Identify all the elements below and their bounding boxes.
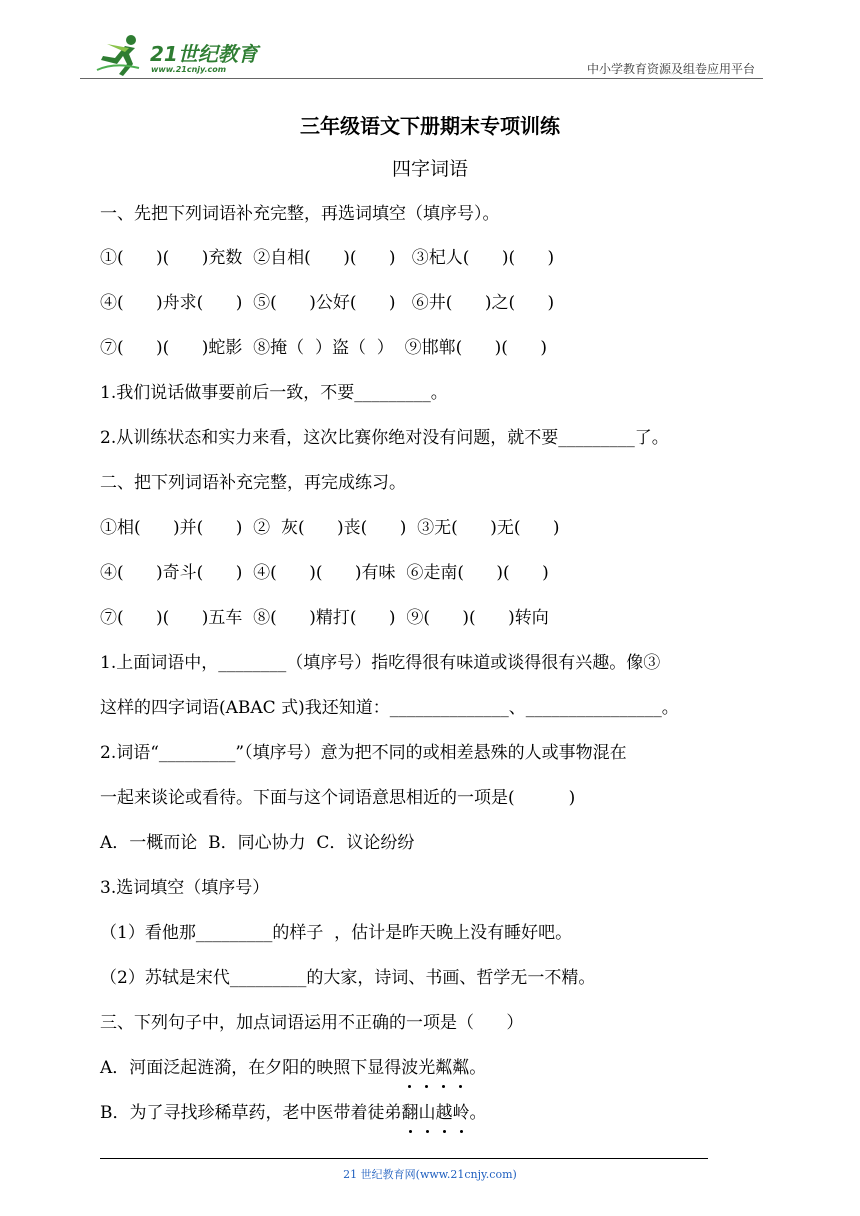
logo: [95, 32, 265, 78]
logo-text: 21世纪教育: [150, 42, 258, 66]
option-a-text: A．河面泛起涟漪，在夕阳的映照下显得: [100, 1058, 402, 1078]
section-3-option-a: [100, 1056, 486, 1080]
section-2-question-3: 3.选词填空（填序号）: [100, 878, 270, 898]
section-2-question-2: 2.词语“_________”（填序号）意为把不同的或相差悬殊的人或事物混在: [100, 743, 627, 763]
dotted-char: 山: [418, 1103, 436, 1123]
dotted-char: 翻: [401, 1103, 419, 1123]
option-b-dotted-word: [402, 1103, 470, 1123]
dotted-char: 粼: [452, 1058, 470, 1078]
dotted-char: 粼: [435, 1058, 453, 1078]
dotted-char: 光: [418, 1058, 436, 1078]
section-2-options: A．一概而论 B．同心协力 C．议论纷纷: [100, 833, 415, 853]
section-2-heading: 二、把下列词语补充完整，再完成练习。: [100, 473, 406, 493]
section-2-question-1-cont: 这样的四字词语(ABAC 式)我还知道：______________、________________。: [100, 698, 679, 718]
section-2-question-3-item-2: （2）苏轼是宋代_________的大家，诗词、书画、哲学无一不精。: [100, 968, 596, 988]
section-2-question-2-cont: 一起来谈论或看待。下面与这个词语意思相近的一项是( ): [100, 788, 576, 808]
section-3-heading: 三、下列句子中，加点词语运用不正确的一项是（ ）: [100, 1013, 524, 1033]
runner-logo-icon: [95, 32, 151, 78]
section-2-question-1: 1.上面词语中，________（填序号）指吃得很有味道或谈得很有兴趣。像③: [100, 653, 661, 673]
section-2-row-2: ④( )奇斗( ) ④( )( )有味 ⑥走南( )( ): [100, 563, 549, 583]
page-subtitle: 四字词语: [391, 158, 468, 180]
section-1-row-1: ①( )( )充数 ②自相( )( ) ③杞人( )( ): [100, 248, 555, 268]
section-1-row-3: ⑦( )( )蛇影 ⑧掩（ ）盗（ ） ⑨邯郸( )( ): [100, 338, 547, 358]
footer-divider: [100, 1158, 708, 1159]
option-b-text: B．为了寻找珍稀草药，老中医带着徒弟: [100, 1103, 402, 1123]
section-1-question-1: 1.我们说话做事要前后一致，不要_________。: [100, 383, 448, 403]
dotted-char: 岭: [452, 1103, 470, 1123]
section-1-heading: 一、先把下列词语补充完整，再选词填空（填序号）。: [100, 204, 500, 224]
section-1-question-2: 2.从训练状态和实力来看，这次比赛你绝对没有问题，就不要_________了。: [100, 428, 669, 448]
section-1-row-2: ④( )舟求( ) ⑤( )公好( ) ⑥井( )之( ): [100, 293, 555, 313]
option-a-dotted-word: [401, 1058, 469, 1078]
section-2-row-1: ①相( )并( ) ② 灰( )丧( ) ③无( )无( ): [100, 518, 560, 538]
dotted-char: 波: [401, 1058, 419, 1078]
header-divider: [80, 78, 763, 79]
page-title: 三年级语文下册期末专项训练: [300, 114, 560, 138]
page-header: [95, 30, 763, 80]
section-2-question-3-item-1: （1）看他那_________的样子 ，估计是昨天晚上没有睡好吧。: [100, 923, 573, 943]
dotted-char: 越: [435, 1103, 453, 1123]
option-b-end: 。: [469, 1103, 487, 1123]
section-2-row-3: ⑦( )( )五车 ⑧( )精打( ) ⑨( )( )转向: [100, 608, 549, 628]
footer-text: 21 世纪教育网(www.21cnjy.com): [343, 1168, 517, 1181]
logo-url: www.21cnjy.com: [151, 65, 227, 74]
platform-label: 中小学教育资源及组卷应用平台: [586, 62, 755, 76]
section-3-option-b: [100, 1101, 487, 1125]
option-a-end: 。: [469, 1058, 487, 1078]
